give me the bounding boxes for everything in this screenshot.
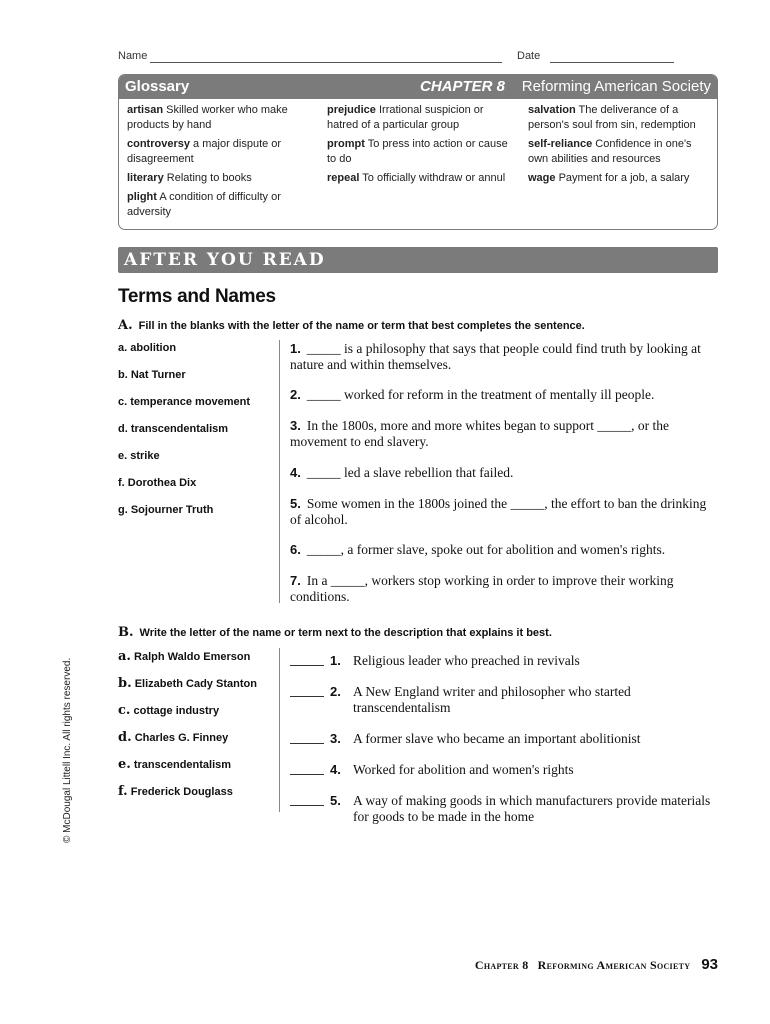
option-item: d. Charles G. Finney bbox=[118, 730, 229, 745]
part-a-question[interactable]: 2. _____ worked for reform in the treatment of mentally ill people. bbox=[290, 387, 655, 402]
glossary-column-2 bbox=[327, 103, 512, 190]
after-you-read-label: AFTER YOU READ bbox=[124, 250, 326, 270]
glossary-entry: literary Relating to books bbox=[127, 172, 252, 184]
part-a-question[interactable]: 7. In a _____, workers stop working in order to improve their working conditions. bbox=[290, 573, 674, 604]
footer-chapter: Chapter 8 bbox=[474, 958, 529, 972]
part-a-question[interactable]: 4. _____ led a slave rebellion that failed. bbox=[290, 465, 514, 480]
glossary-entry: repeal To officially withdraw or annul bbox=[327, 172, 506, 184]
part-a-question[interactable]: 6. _____, a former slave, spoke out for abolition and women's rights. bbox=[290, 542, 666, 557]
answer-blank[interactable] bbox=[290, 696, 324, 697]
glossary-entry: prompt To press into action or cause to do bbox=[327, 138, 508, 165]
page-footer bbox=[475, 956, 718, 973]
option-item: f. Dorothea Dix bbox=[118, 477, 197, 489]
divider bbox=[279, 340, 280, 603]
glossary-entry: controversy a major dispute or disagreement bbox=[127, 138, 282, 165]
option-item: c. temperance movement bbox=[118, 396, 251, 408]
glossary-column-1 bbox=[127, 103, 312, 224]
option-item: e. strike bbox=[118, 450, 160, 462]
option-item: g. Sojourner Truth bbox=[118, 504, 214, 516]
option-item: b. Nat Turner bbox=[118, 369, 186, 381]
part-b-question: 2. A New England writer and philosopher who started transcendentalism bbox=[290, 684, 720, 716]
part-a-question[interactable]: 3. In the 1800s, more and more whites began to support _____, or the movement to end slavery. bbox=[290, 418, 670, 449]
page-number: 93 bbox=[701, 956, 718, 973]
option-item: a. Ralph Waldo Emerson bbox=[118, 649, 251, 664]
name-label: Name bbox=[118, 50, 148, 62]
glossary-column-3 bbox=[528, 103, 711, 190]
glossary-title: Glossary bbox=[125, 78, 190, 95]
part-b-question: 5. A way of making goods in which manufacturers provide materials for goods to be made in the home bbox=[290, 793, 720, 825]
section-title: Terms and Names bbox=[118, 286, 276, 307]
glossary-entry: prejudice Irrational suspicion or hatred of a particular group bbox=[327, 104, 484, 131]
option-item: a. abolition bbox=[118, 342, 177, 354]
part-a-instruction: A. Fill in the blanks with the letter of the name or term that best completes the sentence. bbox=[118, 318, 585, 333]
footer-title: Reforming American Society bbox=[537, 958, 691, 972]
part-a-letter: A. bbox=[118, 318, 133, 333]
glossary-entry: wage Payment for a job, a salary bbox=[528, 172, 690, 184]
option-item: b. Elizabeth Cady Stanton bbox=[118, 676, 257, 691]
option-item: e. transcendentalism bbox=[118, 757, 232, 772]
divider bbox=[279, 648, 280, 812]
after-you-read-banner bbox=[118, 247, 718, 273]
answer-blank[interactable] bbox=[290, 805, 324, 806]
part-a-question[interactable]: 5. Some women in the 1800s joined the _____, the effort to ban the drinking of alcohol. bbox=[290, 496, 707, 527]
answer-blank[interactable] bbox=[290, 665, 324, 666]
option-item: d. transcendentalism bbox=[118, 423, 229, 435]
glossary-entry: salvation The deliverance of a person's soul from sin, redemption bbox=[528, 104, 696, 131]
answer-blank[interactable] bbox=[290, 743, 324, 744]
part-b-question: 3. A former slave who became an important abolitionist bbox=[290, 731, 720, 747]
glossary-entry: plight A condition of difficulty or adversity bbox=[127, 191, 281, 218]
glossary-chapter: CHAPTER 8 bbox=[419, 78, 505, 95]
part-b-instruction: B. Write the letter of the name or term next to the description that explains it best. bbox=[118, 625, 552, 640]
option-item: c. cottage industry bbox=[118, 703, 220, 718]
answer-blank[interactable] bbox=[290, 774, 324, 775]
glossary-subtitle: Reforming American Society bbox=[521, 78, 711, 95]
glossary-entry: artisan Skilled worker who make products by hand bbox=[127, 104, 288, 131]
part-b-question: 1. Religious leader who preached in revivals bbox=[290, 653, 720, 669]
date-field[interactable] bbox=[550, 62, 674, 63]
part-a-question[interactable]: 1. _____ is a philosophy that says that people could find truth by looking at nature and within themselves. bbox=[290, 341, 701, 372]
part-b-letter: B. bbox=[118, 625, 134, 640]
option-item: f. Frederick Douglass bbox=[118, 784, 233, 799]
glossary-box bbox=[118, 74, 718, 230]
part-b-question: 4. Worked for abolition and women's rights bbox=[290, 762, 720, 778]
glossary-entry: self-reliance Confidence in one's own abilities and resources bbox=[528, 138, 692, 165]
name-date-header bbox=[118, 50, 718, 66]
date-label: Date bbox=[517, 50, 541, 62]
glossary-header bbox=[119, 75, 717, 99]
name-field[interactable] bbox=[150, 62, 502, 63]
copyright-notice: © McDougal Littell Inc. All rights reserved. bbox=[62, 657, 73, 843]
